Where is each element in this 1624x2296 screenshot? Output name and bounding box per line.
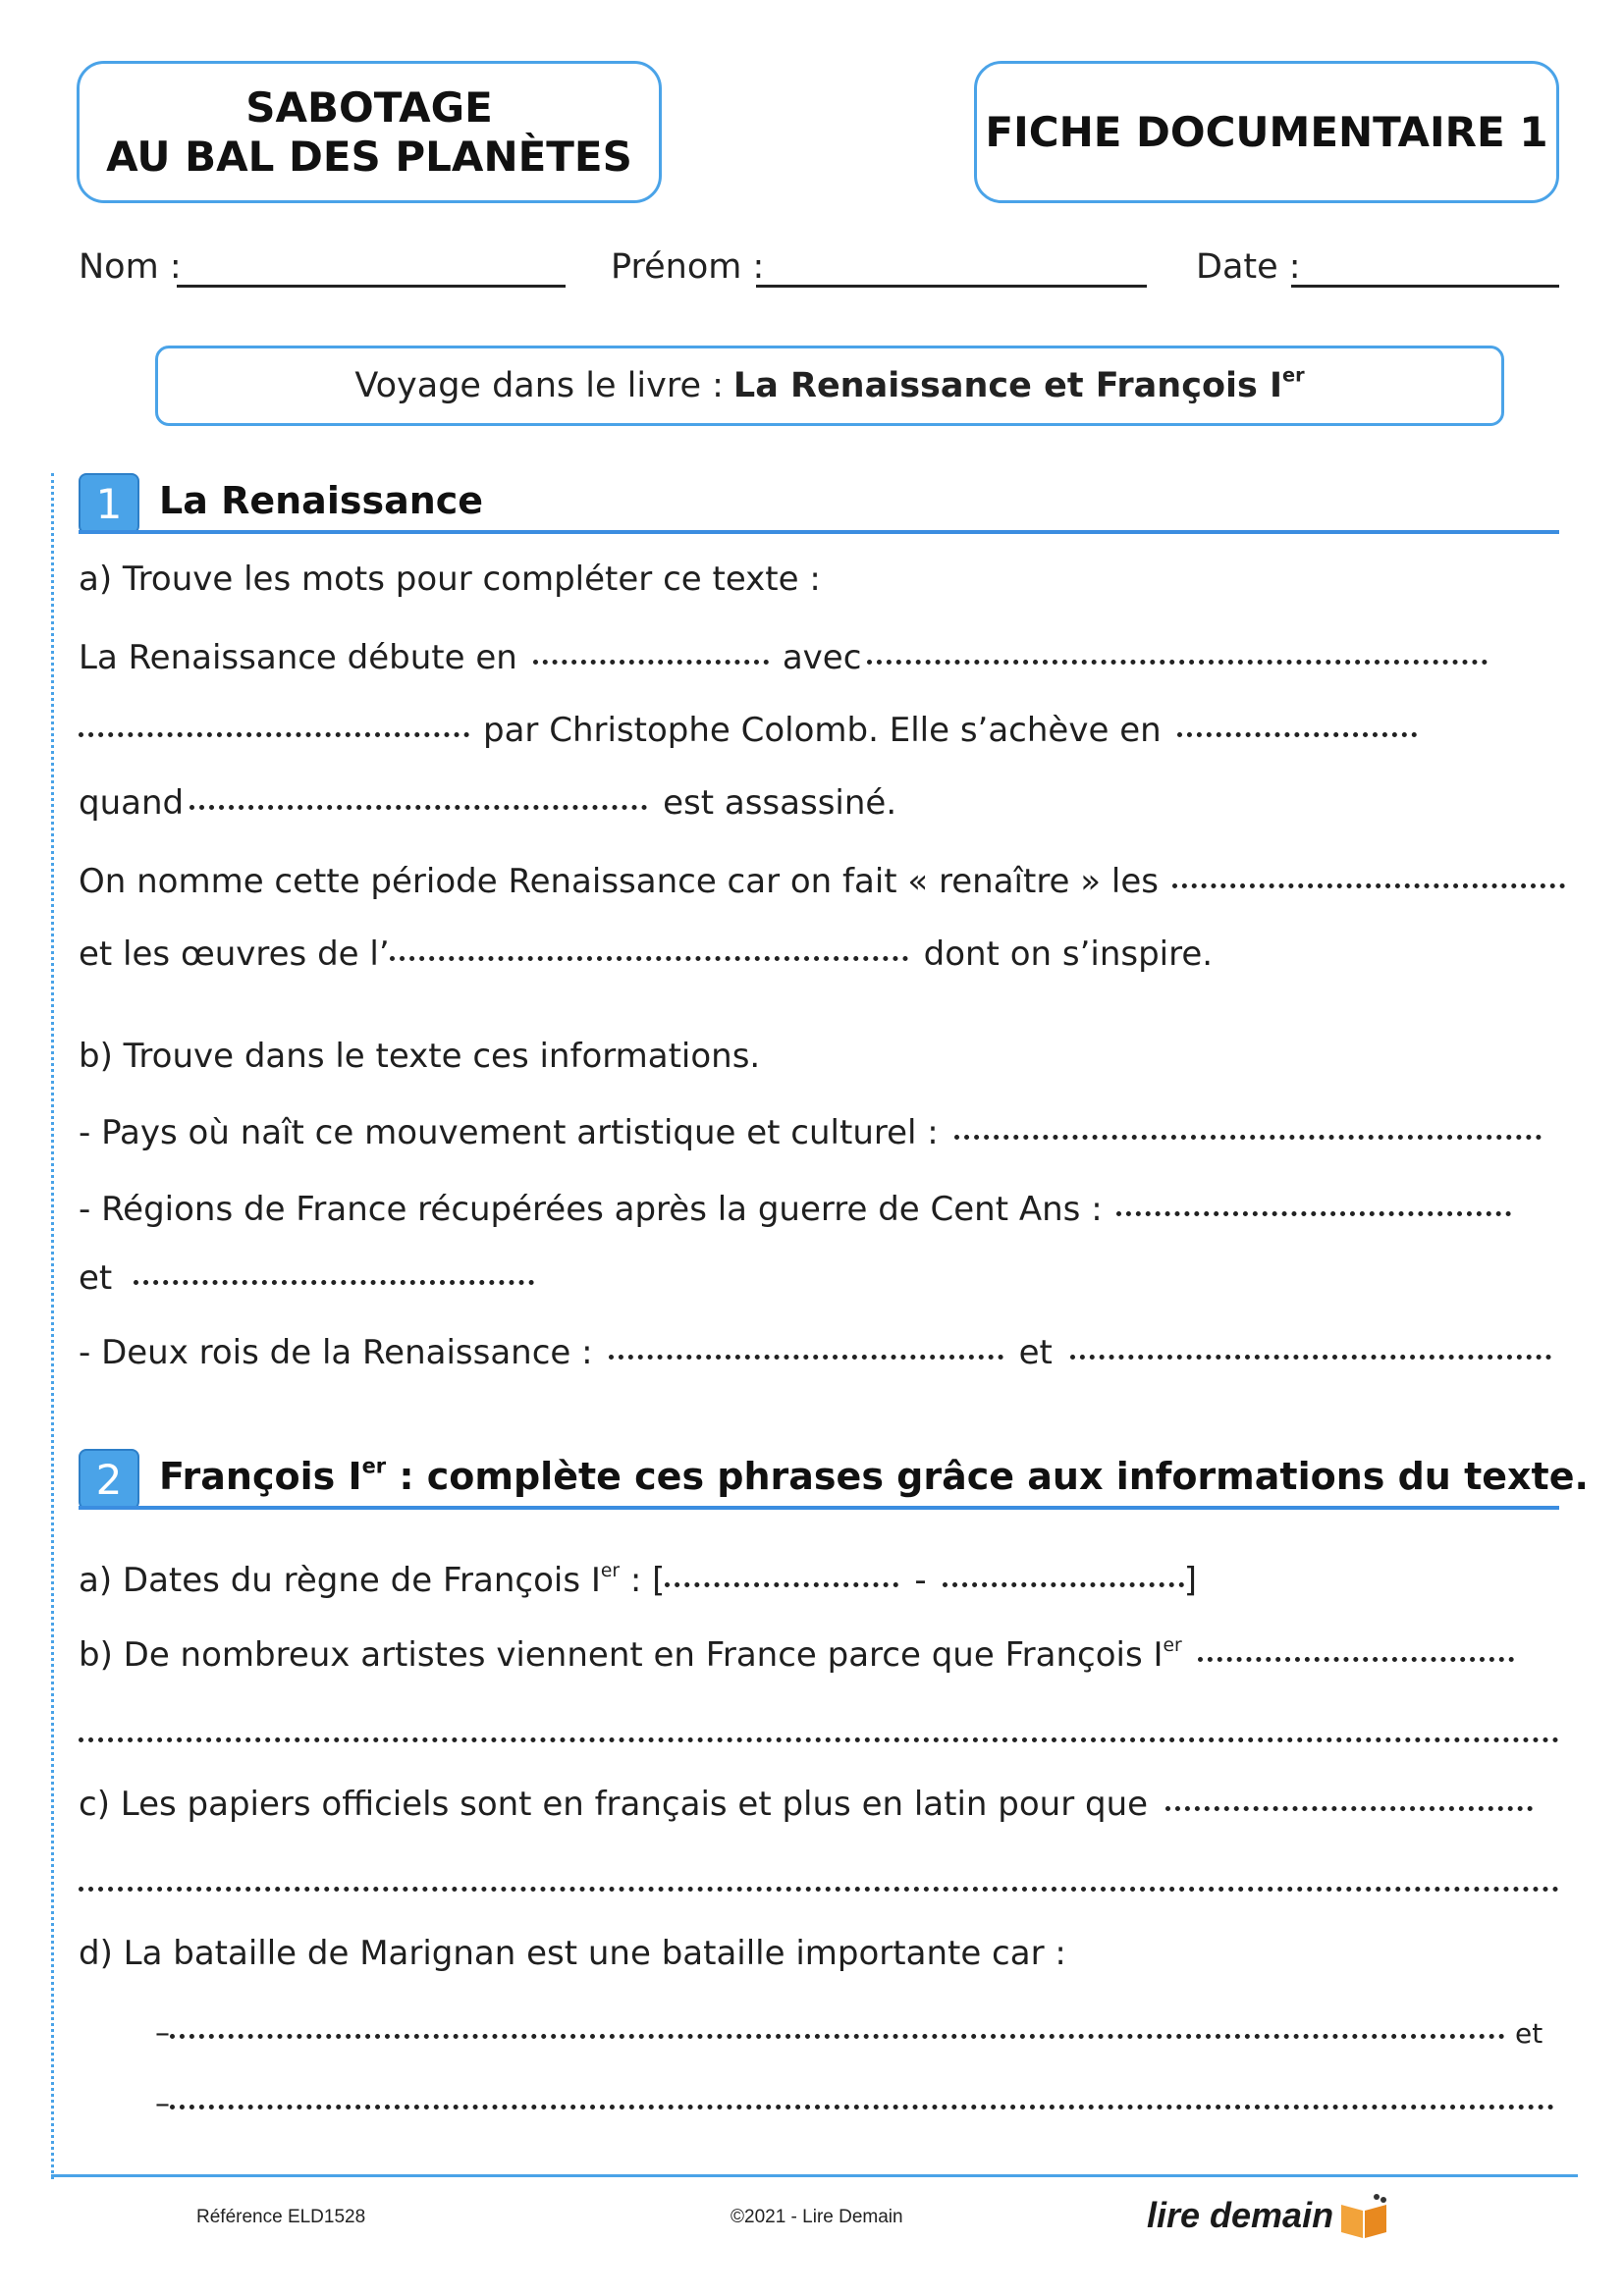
- blank-french-reason[interactable]: [1165, 1806, 1533, 1811]
- prenom-field[interactable]: [756, 285, 1147, 288]
- date-label: Date :: [1196, 247, 1301, 287]
- lire-demain-logo: [1147, 2191, 1390, 2240]
- s1-line5: et les œuvres de l’ dont on s’inspire.: [79, 934, 1214, 974]
- footer-reference: Référence ELD1528: [196, 2207, 366, 2227]
- voyage-title: La Renaissance et François Ier: [732, 363, 1305, 405]
- sheet-title: FICHE DOCUMENTAIRE 1: [985, 108, 1548, 156]
- s2-b: b) De nombreux artistes viennent en France parce que François Ier: [79, 1635, 1520, 1675]
- footer-copyright: ©2021 - Lire Demain: [731, 2207, 903, 2227]
- blank-region1[interactable]: [1116, 1211, 1511, 1216]
- section1-title: La Renaissance: [159, 479, 484, 522]
- blank-artists-reason-cont[interactable]: [79, 1737, 1559, 1742]
- s2-c: c) Les papiers officiels sont en français et plus en latin pour que: [79, 1785, 1539, 1824]
- s1-line4: On nomme cette période Renaissance car on fait « renaître » les: [79, 862, 1571, 901]
- s1-a-instruction: a) Trouve les mots pour compléter ce texte :: [79, 560, 821, 599]
- section1-number: 1: [79, 473, 139, 534]
- blank-antiquity[interactable]: [390, 956, 908, 961]
- book-title-box: [77, 61, 662, 203]
- date-field[interactable]: [1291, 285, 1559, 288]
- s1-b3: et: [79, 1258, 540, 1298]
- nom-label: Nom :: [79, 247, 182, 287]
- blank-discovery[interactable]: [867, 660, 1488, 665]
- blank-king2[interactable]: [1070, 1355, 1551, 1360]
- blank-french-reason-cont[interactable]: [79, 1887, 1559, 1892]
- section1-underline: [79, 530, 1559, 534]
- blank-reign-start[interactable]: [665, 1582, 898, 1587]
- book-title-line2: AU BAL DES PLANÈTES: [106, 132, 632, 181]
- s2-d: d) La bataille de Marignan est une bataille importante car :: [79, 1934, 1066, 1973]
- sheet-title-box: [974, 61, 1559, 203]
- blank-marignan-reason1[interactable]: [170, 2034, 1505, 2039]
- blank-reborn[interactable]: [1172, 883, 1565, 888]
- section2-number: 2: [79, 1449, 139, 1510]
- voyage-prefix: Voyage dans le livre :: [354, 366, 724, 405]
- prenom-label: Prénom :: [611, 247, 765, 287]
- nom-field[interactable]: [177, 285, 566, 288]
- book-title-line1: SABOTAGE: [245, 82, 493, 132]
- margin-dotted-line: [51, 473, 54, 2179]
- blank-artists-reason[interactable]: [1198, 1657, 1514, 1662]
- logo-text: lire demain: [1147, 2195, 1334, 2235]
- blank-country[interactable]: [954, 1135, 1542, 1140]
- book-icon: [1337, 2191, 1390, 2240]
- blank-marignan-reason2[interactable]: [170, 2105, 1554, 2109]
- blank-reign-end[interactable]: [943, 1582, 1184, 1587]
- s1-line1: La Renaissance débute en avec: [79, 638, 1493, 677]
- section2-underline: [79, 1506, 1559, 1510]
- footer-rule: [51, 2174, 1578, 2177]
- s1-b4: - Deux rois de la Renaissance : et: [79, 1333, 1557, 1372]
- s1-b-instruction: b) Trouve dans le texte ces informations.: [79, 1037, 761, 1076]
- s1-b1: - Pays où naît ce mouvement artistique et culturel :: [79, 1113, 1547, 1152]
- s1-b2: - Régions de France récupérées après la guerre de Cent Ans :: [79, 1190, 1517, 1229]
- s2-d1: – et: [155, 2016, 1543, 2051]
- s2-d2: –: [155, 2087, 1560, 2121]
- blank-end-year[interactable]: [1177, 732, 1417, 737]
- s1-line3: quand est assassiné.: [79, 783, 897, 823]
- section2-title: François Ier : complète ces phrases grâce aux informations du texte.: [159, 1454, 1589, 1498]
- s2-a: a) Dates du règne de François Ier : [ - ]: [79, 1561, 1197, 1600]
- blank-assassinated[interactable]: [189, 805, 647, 810]
- s1-line2: par Christophe Colomb. Elle s’achève en: [79, 711, 1423, 750]
- blank-start-year[interactable]: [533, 660, 769, 665]
- voyage-banner: [155, 346, 1504, 426]
- blank-region2[interactable]: [134, 1280, 534, 1285]
- blank-discovery-cont[interactable]: [79, 732, 469, 737]
- blank-king1[interactable]: [609, 1355, 1003, 1360]
